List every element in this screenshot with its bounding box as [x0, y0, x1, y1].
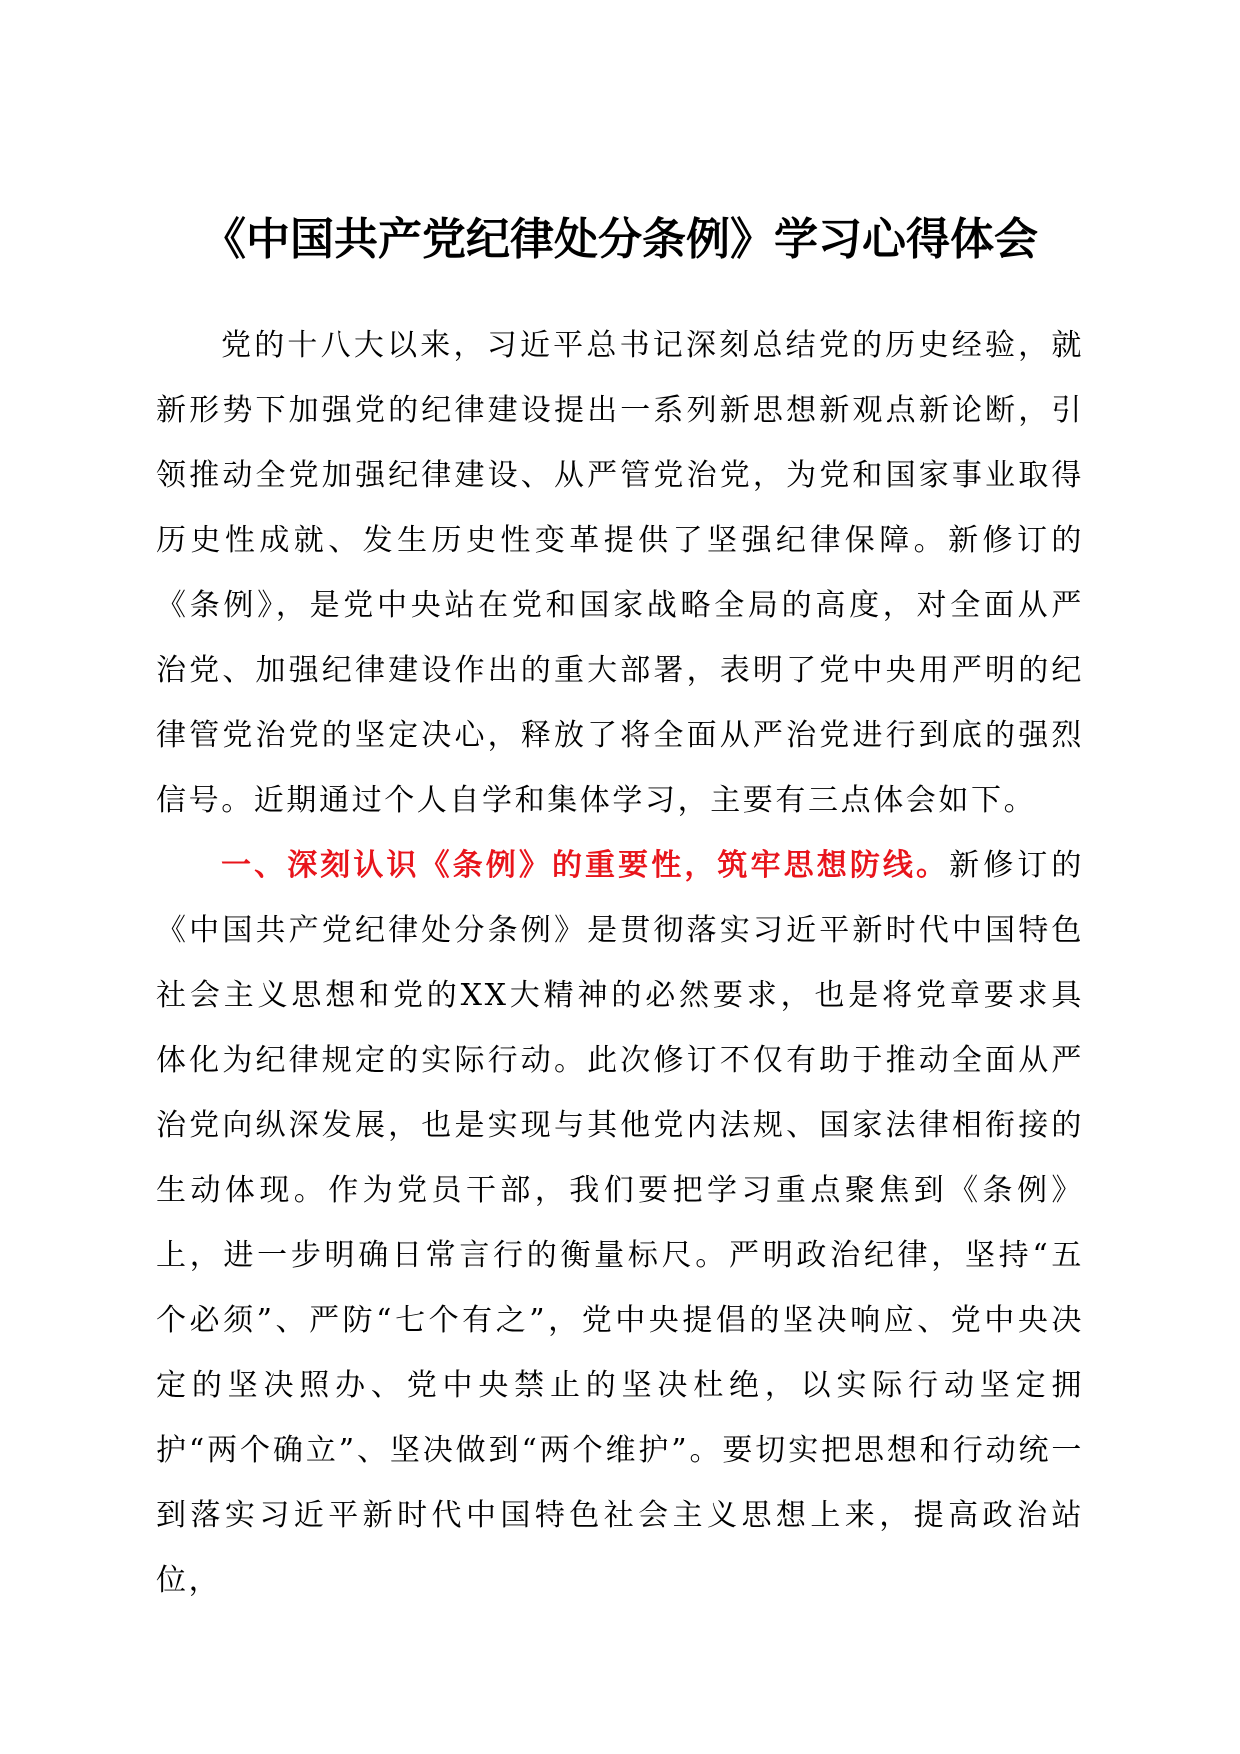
section-1-heading: 一、深刻认识《条例》的重要性，筑牢思想防线。 — [221, 848, 950, 883]
document-body — [156, 313, 1084, 1613]
document-title: 《中国共产党纪律处分条例》学习心得体会 — [202, 214, 1038, 265]
section-1-paragraph — [156, 833, 1084, 1613]
section-1-text: 新修订的《中国共产党纪律处分条例》是贯彻落实习近平新时代中国特色社会主义思想和党的XX大精神的必然要求，也是将党章要求具体化为纪律规定的实际行动。此次修订不仅有助于推动全面从严治党向纵深发展，也是实现与其他党内法规、国家法律相衔接的生动体现。作为党员干部，我们要把学习重点聚焦到《条例》上，进一步明确日常言行的衡量标尺。严明政治纪律，坚持“五个必须”、严防“七个有之”，党中央提倡的坚决响应、党中央决定的坚决照办、党中央禁止的坚决杜绝，以实际行动坚定拥护“两个确立”、坚决做到“两个维护”。要切实把思想和行动统一到落实习近平新时代中国特色社会主义思想上来，提高政治站位， — [156, 848, 1084, 1598]
intro-paragraph: 党的十八大以来，习近平总书记深刻总结党的历史经验，就新形势下加强党的纪律建设提出一系列新思想新观点新论断，引领推动全党加强纪律建设、从严管党治党，为党和国家事业取得历史性成就、发生历史性变革提供了坚强纪律保障。新修订的《条例》，是党中央站在党和国家战略全局的高度，对全面从严治党、加强纪律建设作出的重大部署，表明了党中央用严明的纪律管党治党的坚定决心，释放了将全面从严治党进行到底的强烈信号。近期通过个人自学和集体学习，主要有三点体会如下。 — [156, 328, 1084, 818]
